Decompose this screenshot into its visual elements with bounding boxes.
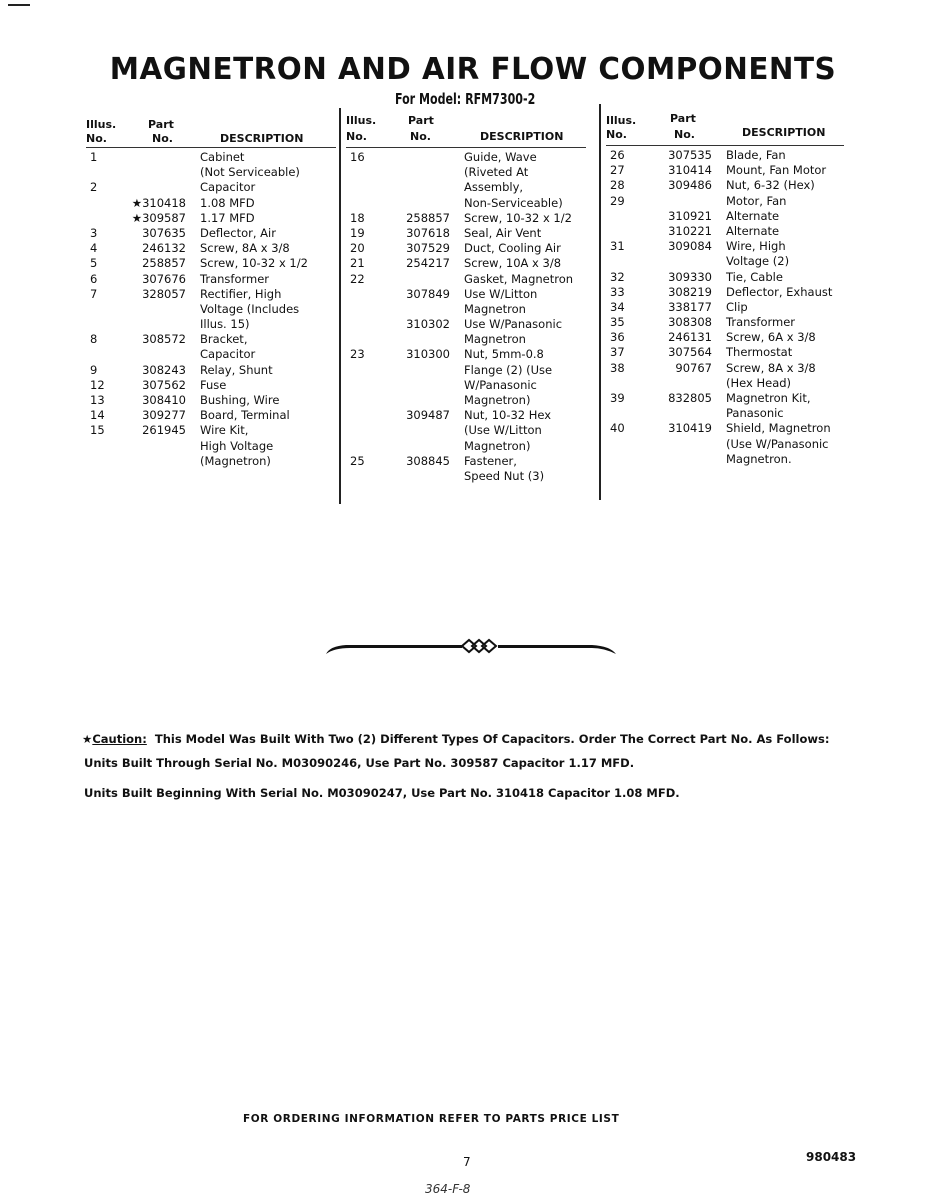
parts-row bbox=[86, 256, 336, 271]
part-description: Magnetron) bbox=[464, 438, 531, 453]
parts-column-1 bbox=[86, 114, 336, 469]
ordering-footer: FOR ORDERING INFORMATION REFER TO PARTS PRICE LIST bbox=[243, 1113, 620, 1125]
part-no-header: No. bbox=[152, 132, 173, 145]
part-description: Transformer bbox=[200, 271, 270, 286]
part-description: Guide, Wave bbox=[464, 150, 537, 164]
parts-row bbox=[606, 452, 844, 467]
part-description: Screw, 10A x 3/8 bbox=[464, 256, 562, 271]
illus-number: 31 bbox=[610, 239, 625, 254]
part-number: 338177 bbox=[668, 299, 712, 314]
parts-rows bbox=[346, 150, 586, 484]
part-number: 307676 bbox=[142, 271, 186, 286]
part-description: Use W/Panasonic bbox=[464, 317, 563, 332]
illus-number: 3 bbox=[90, 225, 98, 240]
parts-row bbox=[606, 330, 844, 345]
parts-row bbox=[606, 300, 844, 315]
caution-line-1 bbox=[82, 727, 829, 751]
parts-row bbox=[606, 376, 844, 391]
parts-row bbox=[86, 196, 336, 211]
part-description: Panasonic bbox=[726, 406, 784, 421]
part-description: Alternate bbox=[726, 208, 780, 223]
parts-row bbox=[346, 302, 586, 317]
illus-number: 19 bbox=[350, 225, 365, 240]
parts-row bbox=[606, 406, 844, 421]
illus-number: 16 bbox=[350, 150, 365, 164]
illus-number: 4 bbox=[90, 241, 98, 256]
parts-row bbox=[346, 226, 586, 241]
parts-row bbox=[346, 469, 586, 484]
illus-number: 35 bbox=[610, 315, 625, 330]
part-description: Shield, Magnetron bbox=[726, 421, 831, 436]
part-description: Magnetron bbox=[464, 301, 526, 316]
part-number: 328057 bbox=[142, 286, 186, 301]
illus-number: 37 bbox=[610, 345, 625, 360]
illus-number: 14 bbox=[90, 408, 105, 423]
caution-line-2: Units Built Through Serial No. M03090246, Use Part No. 309587 Capacitor 1.17 MFD. bbox=[84, 756, 635, 770]
parts-row bbox=[346, 393, 586, 408]
part-number: 310221 bbox=[668, 223, 712, 238]
header-rule bbox=[86, 147, 336, 148]
parts-row bbox=[606, 254, 844, 269]
illus-number: 34 bbox=[610, 299, 625, 314]
parts-row bbox=[346, 150, 586, 165]
part-description: Cabinet bbox=[200, 150, 245, 164]
header-rule bbox=[346, 147, 586, 148]
part-no-header: No. bbox=[674, 128, 695, 141]
part-description: Screw, 10-32 x 1/2 bbox=[200, 256, 308, 271]
parts-row bbox=[346, 423, 586, 438]
part-description: Blade, Fan bbox=[726, 148, 786, 162]
parts-row bbox=[346, 408, 586, 423]
parts-row bbox=[606, 361, 844, 376]
parts-row bbox=[86, 378, 336, 393]
part-number: 310419 bbox=[668, 421, 712, 436]
part-number: 307535 bbox=[668, 148, 712, 162]
parts-row bbox=[606, 148, 844, 163]
part-number: 310414 bbox=[668, 163, 712, 178]
handwritten-note: 364-F-8 bbox=[425, 1182, 471, 1196]
parts-row bbox=[346, 363, 586, 378]
part-description: Screw, 6A x 3/8 bbox=[726, 330, 816, 345]
part-description: Screw, 10-32 x 1/2 bbox=[464, 210, 572, 225]
part-description: (Not Serviceable) bbox=[200, 165, 300, 180]
part-description: Motor, Fan bbox=[726, 193, 787, 208]
illus-no-header: No. bbox=[606, 128, 627, 141]
part-description: Fastener, bbox=[464, 453, 517, 468]
parts-row bbox=[606, 421, 844, 436]
part-number: 309487 bbox=[406, 408, 450, 423]
column-header bbox=[606, 112, 844, 148]
parts-row bbox=[86, 302, 336, 317]
caution-label: Caution: bbox=[92, 732, 147, 746]
part-description: Capacitor bbox=[200, 180, 256, 195]
parts-row bbox=[86, 408, 336, 423]
parts-row bbox=[346, 165, 586, 180]
caution-text: This Model Was Built With Two (2) Different Types Of Capacitors. Order The Correct Part No. As Follows: bbox=[154, 732, 830, 746]
illus-number: 18 bbox=[350, 210, 365, 225]
illus-number: 25 bbox=[350, 453, 365, 468]
part-description: Thermostat bbox=[726, 345, 793, 360]
parts-column-2 bbox=[346, 114, 586, 484]
part-number: 246132 bbox=[142, 241, 186, 256]
parts-row bbox=[606, 224, 844, 239]
parts-row bbox=[606, 270, 844, 285]
parts-row bbox=[346, 241, 586, 256]
part-description: Relay, Shunt bbox=[200, 362, 273, 377]
parts-column-3 bbox=[606, 112, 844, 467]
illus-number: 22 bbox=[350, 271, 365, 286]
illus-number: 26 bbox=[610, 148, 625, 162]
part-number: 832805 bbox=[668, 391, 712, 405]
illus-number: 5 bbox=[90, 256, 98, 271]
part-description: Bracket, bbox=[200, 332, 248, 347]
page-number: 7 bbox=[463, 1155, 471, 1169]
parts-row bbox=[606, 194, 844, 209]
parts-row bbox=[346, 272, 586, 287]
part-description: (Use W/Panasonic bbox=[726, 436, 829, 451]
part-number: 307635 bbox=[142, 225, 186, 240]
part-description: Nut, 5mm-0.8 bbox=[464, 347, 544, 362]
illus-number: 32 bbox=[610, 269, 625, 284]
caution-note bbox=[82, 727, 829, 805]
part-description: 1.17 MFD bbox=[200, 210, 255, 225]
part-description: (Magnetron) bbox=[200, 453, 271, 468]
part-description: 1.08 MFD bbox=[200, 195, 255, 210]
part-number: 307618 bbox=[406, 225, 450, 240]
parts-row bbox=[346, 196, 586, 211]
part-description: Gasket, Magnetron bbox=[464, 271, 574, 286]
part-description: (Riveted At bbox=[464, 165, 529, 180]
part-description: Bushing, Wire bbox=[200, 393, 280, 407]
parts-row bbox=[86, 287, 336, 302]
description-header: DESCRIPTION bbox=[220, 132, 304, 145]
part-description: Board, Terminal bbox=[200, 408, 290, 423]
part-description: Screw, 8A x 3/8 bbox=[200, 241, 290, 256]
part-number: 309330 bbox=[668, 269, 712, 284]
part-number: 310921 bbox=[668, 208, 712, 223]
parts-row bbox=[606, 178, 844, 193]
parts-row bbox=[346, 439, 586, 454]
part-number: 308845 bbox=[406, 453, 450, 468]
part-number: 308219 bbox=[668, 284, 712, 299]
part-description: Flange (2) (Use bbox=[464, 362, 553, 377]
parts-row bbox=[606, 163, 844, 178]
parts-row bbox=[86, 226, 336, 241]
illus-number: 13 bbox=[90, 393, 105, 407]
parts-row bbox=[86, 150, 336, 165]
parts-row bbox=[346, 378, 586, 393]
illus-number: 21 bbox=[350, 256, 365, 271]
parts-row bbox=[606, 437, 844, 452]
illus-number: 23 bbox=[350, 347, 365, 362]
illus-number: 38 bbox=[610, 360, 625, 375]
caution-line-3: Units Built Beginning With Serial No. M03090247, Use Part No. 310418 Capacitor 1.08 MFD. bbox=[84, 786, 680, 800]
illus-header: Illus. bbox=[346, 114, 377, 127]
part-number: 258857 bbox=[406, 210, 450, 225]
part-number: 307529 bbox=[406, 241, 450, 256]
illus-number: 39 bbox=[610, 391, 625, 405]
part-header: Part bbox=[148, 118, 174, 131]
part-description: Illus. 15) bbox=[200, 317, 250, 332]
part-number: 90767 bbox=[675, 360, 712, 375]
model-subtitle: For Model: RFM7300-2 bbox=[395, 90, 536, 108]
part-description: Speed Nut (3) bbox=[464, 468, 545, 483]
part-description: Nut, 10-32 Hex bbox=[464, 408, 552, 423]
part-description: Clip bbox=[726, 299, 748, 314]
part-description: Wire, High bbox=[726, 239, 786, 254]
part-description: Wire Kit, bbox=[200, 423, 249, 438]
part-number: 307564 bbox=[668, 345, 712, 360]
part-description: Use W/Litton bbox=[464, 286, 538, 301]
part-number: 310302 bbox=[406, 317, 450, 332]
parts-row bbox=[86, 439, 336, 454]
star-icon: ★ bbox=[82, 732, 93, 746]
part-description: Mount, Fan Motor bbox=[726, 163, 827, 178]
part-description: Nut, 6-32 (Hex) bbox=[726, 178, 815, 193]
illus-number: 8 bbox=[90, 332, 98, 347]
part-number: 310300 bbox=[406, 347, 450, 362]
part-description: Alternate bbox=[726, 223, 780, 238]
part-no-header: No. bbox=[410, 130, 431, 143]
part-description: Deflector, Exhaust bbox=[726, 284, 833, 299]
part-number: 307849 bbox=[406, 286, 450, 301]
parts-row bbox=[346, 332, 586, 347]
part-number: 254217 bbox=[406, 256, 450, 271]
column-header bbox=[346, 114, 586, 150]
parts-rows bbox=[606, 148, 844, 467]
illus-number: 20 bbox=[350, 241, 365, 256]
parts-row bbox=[86, 454, 336, 469]
part-description: Fuse bbox=[200, 377, 227, 392]
parts-row bbox=[86, 393, 336, 408]
illus-header: Illus. bbox=[86, 118, 117, 131]
parts-row bbox=[346, 287, 586, 302]
column-header bbox=[86, 114, 336, 150]
parts-row bbox=[86, 423, 336, 438]
part-number: 246131 bbox=[668, 330, 712, 345]
part-description: Tie, Cable bbox=[726, 269, 783, 284]
part-header: Part bbox=[670, 112, 696, 125]
part-number: 309486 bbox=[668, 178, 712, 193]
column-divider bbox=[339, 108, 341, 504]
illus-number: 27 bbox=[610, 163, 625, 178]
illus-number: 40 bbox=[610, 421, 625, 436]
part-description: Deflector, Air bbox=[200, 225, 276, 240]
illus-number: 12 bbox=[90, 377, 105, 392]
parts-row bbox=[86, 347, 336, 362]
part-description: Seal, Air Vent bbox=[464, 225, 542, 240]
document-code: 980483 bbox=[806, 1150, 857, 1164]
part-number: 258857 bbox=[142, 256, 186, 271]
illus-number: 6 bbox=[90, 271, 98, 286]
part-number: 308308 bbox=[668, 315, 712, 330]
illus-number: 29 bbox=[610, 193, 625, 208]
corner-scan-mark bbox=[8, 4, 30, 6]
illus-number: 28 bbox=[610, 178, 625, 193]
parts-row bbox=[346, 317, 586, 332]
illus-header: Illus. bbox=[606, 114, 637, 127]
part-description: High Voltage bbox=[200, 438, 274, 453]
ornamental-divider bbox=[322, 628, 618, 658]
part-description: Voltage (2) bbox=[726, 254, 790, 269]
part-header: Part bbox=[408, 114, 434, 127]
part-number: ★309587 bbox=[131, 210, 186, 225]
parts-row bbox=[346, 180, 586, 195]
parts-row bbox=[86, 165, 336, 180]
part-number: 261945 bbox=[142, 423, 186, 438]
part-description: W/Panasonic bbox=[464, 377, 537, 392]
parts-row bbox=[346, 347, 586, 362]
part-number: 308243 bbox=[142, 362, 186, 377]
parts-row bbox=[346, 454, 586, 469]
parts-row bbox=[606, 209, 844, 224]
parts-row bbox=[86, 241, 336, 256]
header-rule bbox=[606, 145, 844, 146]
part-description: Magnetron. bbox=[726, 451, 792, 466]
part-number: 308410 bbox=[142, 393, 186, 407]
part-description: (Use W/Litton bbox=[464, 423, 542, 438]
part-description: Capacitor bbox=[200, 347, 256, 362]
part-description: Non-Serviceable) bbox=[464, 195, 563, 210]
part-description: Magnetron Kit, bbox=[726, 391, 811, 405]
illus-number: 9 bbox=[90, 362, 98, 377]
parts-row bbox=[86, 211, 336, 226]
part-description: Rectifier, High bbox=[200, 286, 282, 301]
illus-number: 33 bbox=[610, 284, 625, 299]
parts-row bbox=[86, 332, 336, 347]
part-number: ★310418 bbox=[131, 195, 186, 210]
page-title: MAGNETRON AND AIR FLOW COMPONENTS bbox=[109, 52, 837, 87]
illus-number: 36 bbox=[610, 330, 625, 345]
parts-row bbox=[606, 315, 844, 330]
part-description: Voltage (Includes bbox=[200, 301, 300, 316]
part-number: 309277 bbox=[142, 408, 186, 423]
illus-no-header: No. bbox=[86, 132, 107, 145]
illus-number: 7 bbox=[90, 286, 98, 301]
part-description: Assembly, bbox=[464, 180, 524, 195]
parts-row bbox=[606, 239, 844, 254]
part-description: Screw, 8A x 3/8 bbox=[726, 360, 816, 375]
parts-row bbox=[86, 180, 336, 195]
parts-row bbox=[606, 345, 844, 360]
part-description: Duct, Cooling Air bbox=[464, 241, 561, 256]
part-number: 307562 bbox=[142, 377, 186, 392]
part-description: Transformer bbox=[726, 315, 796, 330]
part-description: Magnetron) bbox=[464, 393, 531, 407]
parts-row bbox=[86, 317, 336, 332]
column-divider bbox=[599, 104, 601, 500]
part-number: 308572 bbox=[142, 332, 186, 347]
parts-row bbox=[346, 256, 586, 271]
illus-no-header: No. bbox=[346, 130, 367, 143]
parts-row bbox=[606, 391, 844, 406]
parts-row bbox=[346, 211, 586, 226]
description-header: DESCRIPTION bbox=[742, 126, 826, 139]
parts-row bbox=[86, 272, 336, 287]
parts-row bbox=[86, 363, 336, 378]
part-description: (Hex Head) bbox=[726, 375, 792, 390]
illus-number: 1 bbox=[90, 150, 98, 164]
illus-number: 2 bbox=[90, 180, 98, 195]
part-number: 309084 bbox=[668, 239, 712, 254]
part-description: Magnetron bbox=[464, 332, 526, 347]
illus-number: 15 bbox=[90, 423, 105, 438]
parts-row bbox=[606, 285, 844, 300]
description-header: DESCRIPTION bbox=[480, 130, 564, 143]
parts-rows bbox=[86, 150, 336, 469]
